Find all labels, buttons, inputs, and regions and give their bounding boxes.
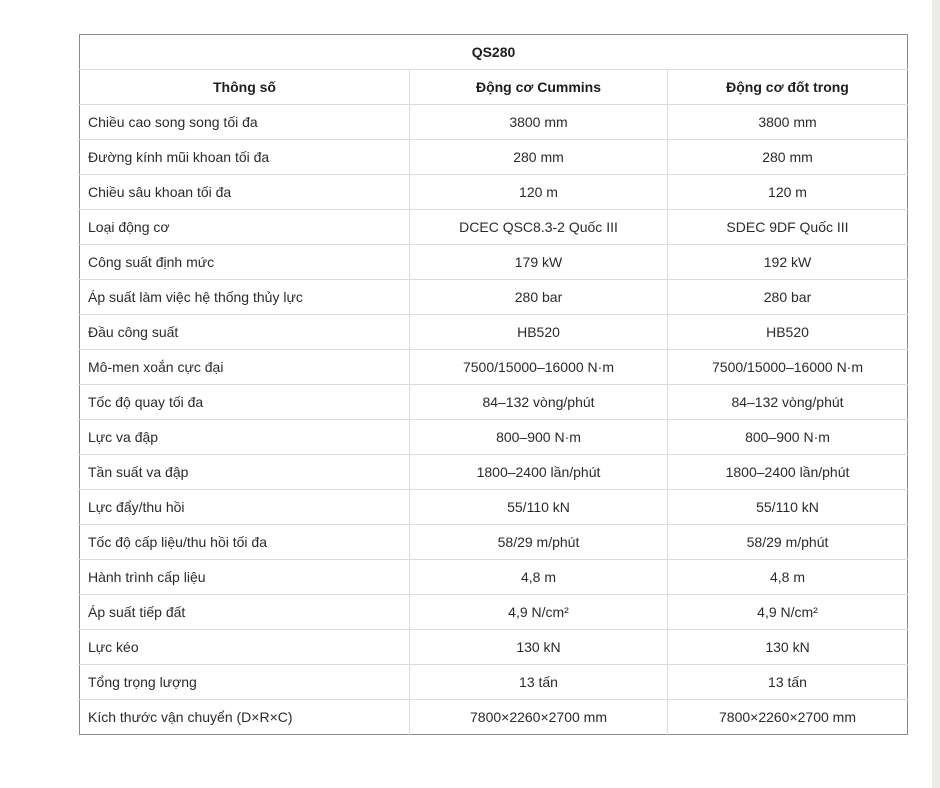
table-row [80,630,908,665]
cummins-value-cell: 1800–2400 lần/phút [410,455,668,490]
parameter-cell: Tần suất va đập [80,455,410,490]
parameter-cell: Loại động cơ [80,210,410,245]
cummins-value-cell: 130 kN [410,630,668,665]
parameter-cell: Kích thước vận chuyển (D×R×C) [80,700,410,735]
cummins-value-cell: 84–132 vòng/phút [410,385,668,420]
column-header-parameter: Thông số [80,70,410,105]
combustion-value-cell: 7800×2260×2700 mm [719,709,856,725]
parameter-cell: Tốc độ quay tối đa [80,385,410,420]
cummins-value-cell: 13 tấn [410,665,668,700]
combustion-value-cell: 58/29 m/phút [668,525,908,560]
combustion-value-cell: SDEC 9DF Quốc III [668,210,908,245]
combustion-value-cell: 7500/15000–16000 N·m [668,350,908,385]
parameter-cell: Công suất định mức [80,245,410,280]
combustion-value-cell: 280 mm [668,140,908,175]
parameter-cell: Tổng trọng lượng [80,665,410,700]
parameter-cell: Đường kính mũi khoan tối đa [80,140,410,175]
cummins-value-cell: 4,8 m [410,560,668,595]
parameter-cell: Chiều sâu khoan tối đa [80,175,410,210]
table-row [80,210,908,245]
parameter-cell: Áp suất làm việc hệ thống thủy lực [80,280,410,315]
combustion-value-cell: 1800–2400 lần/phút [668,455,908,490]
cummins-value-cell: 55/110 kN [410,490,668,525]
combustion-value-cell: 4,8 m [668,560,908,595]
parameter-cell: Mô-men xoắn cực đại [80,350,410,385]
cummins-value-cell: 4,9 N/cm² [410,595,668,630]
parameter-cell: Tốc độ cấp liệu/thu hồi tối đa [80,525,410,560]
table-body [80,105,908,735]
cummins-value-cell: HB520 [410,315,668,350]
table-row [80,280,908,315]
cummins-value-cell: 280 bar [410,280,668,315]
parameter-cell: Chiều cao song song tối đa [80,105,410,140]
combustion-value-cell: 280 bar [668,280,908,315]
parameter-cell: Hành trình cấp liệu [80,560,410,595]
cummins-value-cell: 800–900 N·m [410,420,668,455]
combustion-value-cell: 4,9 N/cm² [668,595,908,630]
combustion-value-cell: 13 tấn [668,665,908,700]
table-row [80,245,908,280]
combustion-value-cell: HB520 [668,315,908,350]
table-row [80,490,908,525]
table-header-row [80,70,908,105]
combustion-value-cell: 120 m [668,175,908,210]
cummins-value-cell: 7500/15000–16000 N·m [410,350,668,385]
cummins-value-cell: 7800×2260×2700 mm [410,700,668,735]
cummins-value-cell: DCEC QSC8.3-2 Quốc III [410,210,668,245]
parameter-cell: Áp suất tiếp đất [80,595,410,630]
cummins-value-cell: 3800 mm [410,105,668,140]
column-header-cummins: Động cơ Cummins [410,70,668,105]
specs-table [79,34,908,735]
combustion-value-cell: 130 kN [668,630,908,665]
cummins-value-cell: 179 kW [410,245,668,280]
combustion-value-cell: 800–900 N·m [668,420,908,455]
combustion-value-cell: 84–132 vòng/phút [668,385,908,420]
table-row [80,175,908,210]
table-title-row [80,35,908,70]
parameter-cell: Lực va đập [80,420,410,455]
parameter-cell: Đầu công suất [80,315,410,350]
column-header-combustion: Động cơ đốt trong [668,70,908,105]
table-row [80,525,908,560]
cummins-value-cell: 58/29 m/phút [410,525,668,560]
table-row [80,700,908,735]
table-row [80,455,908,490]
table-row [80,350,908,385]
table-title: QS280 [80,35,908,70]
combustion-value-cell: 3800 mm [668,105,908,140]
table-row [80,665,908,700]
combustion-value-cell: 192 kW [668,245,908,280]
table-row [80,105,908,140]
parameter-cell: Lực đẩy/thu hồi [80,490,410,525]
table-row [80,560,908,595]
table-row [80,315,908,350]
table-row [80,420,908,455]
table-row [80,140,908,175]
table-row [80,385,908,420]
parameter-cell: Lực kéo [80,630,410,665]
combustion-value-cell: 55/110 kN [668,490,908,525]
cummins-value-cell: 120 m [410,175,668,210]
cummins-value-cell: 280 mm [410,140,668,175]
table-row [80,595,908,630]
